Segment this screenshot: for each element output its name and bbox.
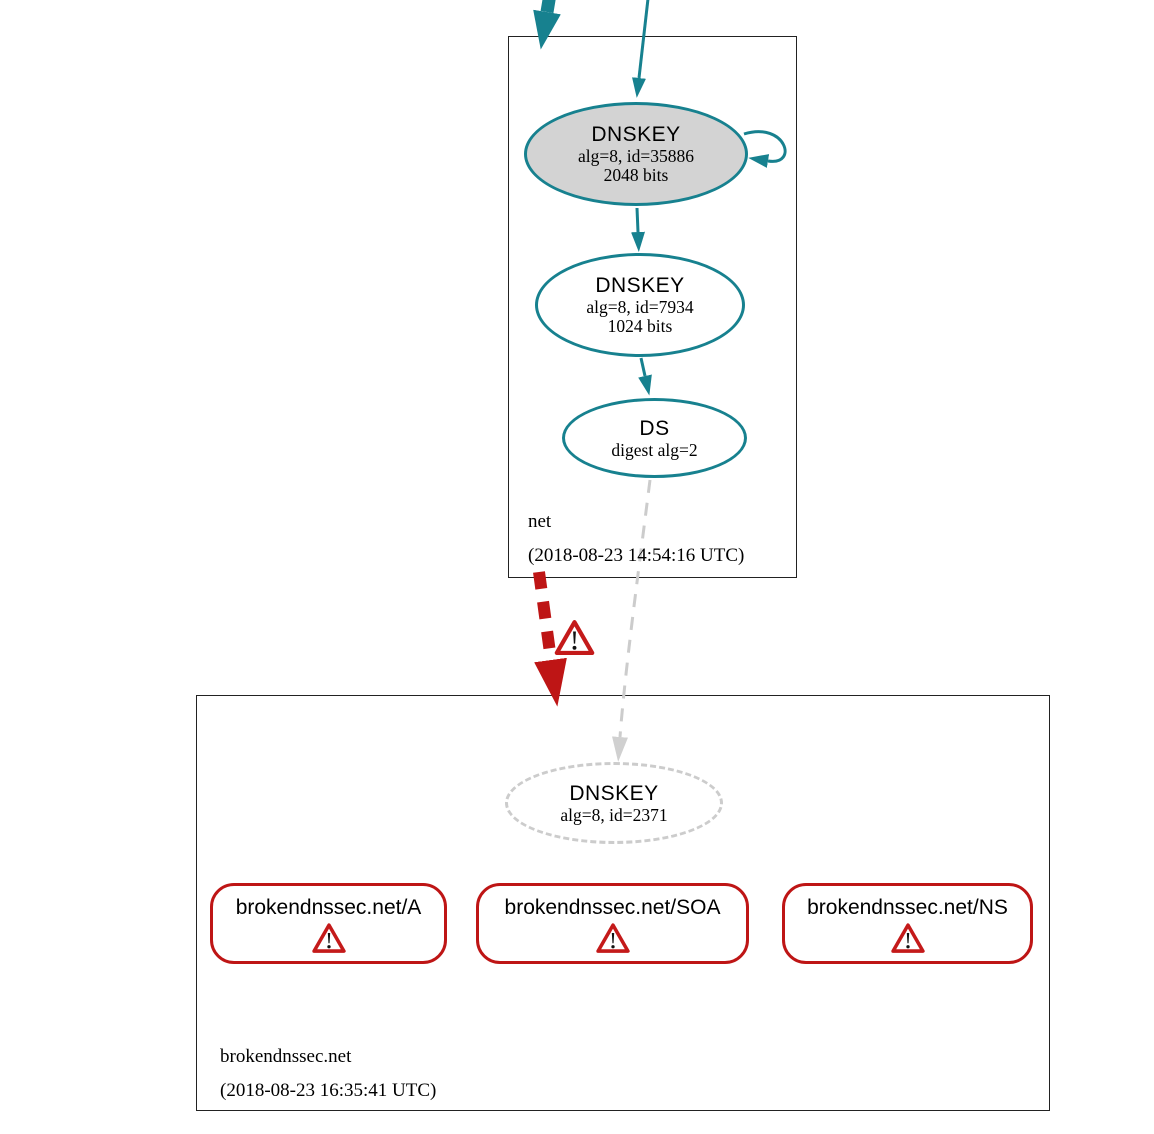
zone-label-brokendnssec: brokendnssec.net xyxy=(220,1046,352,1067)
node-detail: alg=8, id=35886 xyxy=(578,146,694,166)
edge-ksk-self-loop-arrow xyxy=(744,132,785,162)
warning-triangle-icon xyxy=(890,922,926,960)
node-net-zsk xyxy=(535,253,745,357)
node-bits: 1024 bits xyxy=(607,316,673,336)
node-title: DNSKEY xyxy=(591,123,681,146)
node-broken-dnskey xyxy=(505,762,723,844)
edge-net-to-broken-bogus-arrow xyxy=(539,572,551,660)
warning-triangle-icon xyxy=(311,922,347,960)
node-bits: 2048 bits xyxy=(603,165,669,185)
rrset-brokendnssec-net-a xyxy=(210,883,447,964)
edge-parent-to-ksk-arrow xyxy=(639,0,649,78)
zone-timestamp-brokendnssec: (2018-08-23 16:35:41 UTC) xyxy=(220,1080,437,1101)
rrset-brokendnssec-net-soa xyxy=(476,883,749,964)
node-net-ksk xyxy=(524,102,748,206)
warning-triangle-icon xyxy=(554,618,595,658)
edge-ksk-to-zsk-arrow xyxy=(637,208,638,232)
node-title: DNSKEY xyxy=(595,274,685,297)
warning-triangle-icon xyxy=(595,922,631,960)
rrset-label: brokendnssec.net/NS xyxy=(807,896,1008,919)
zone-label-net: net xyxy=(528,511,552,532)
edge-zsk-to-ds-arrow xyxy=(641,358,645,376)
edge-ds-to-dnskey-insecure-arrow xyxy=(620,480,650,737)
node-detail: alg=8, id=2371 xyxy=(560,804,668,825)
node-title: DS xyxy=(639,416,670,440)
node-net-ds xyxy=(562,398,747,478)
rrset-label: brokendnssec.net/A xyxy=(235,896,422,919)
zone-timestamp-net: (2018-08-23 14:54:16 UTC) xyxy=(528,545,745,566)
node-detail: alg=8, id=7934 xyxy=(586,297,694,317)
node-detail: digest alg=2 xyxy=(611,439,698,460)
edge-parent-to-net-thick-arrow xyxy=(547,0,554,12)
rrset-brokendnssec-net-ns xyxy=(782,883,1033,964)
node-title: DNSKEY xyxy=(569,781,659,805)
rrset-label: brokendnssec.net/SOA xyxy=(504,896,721,919)
